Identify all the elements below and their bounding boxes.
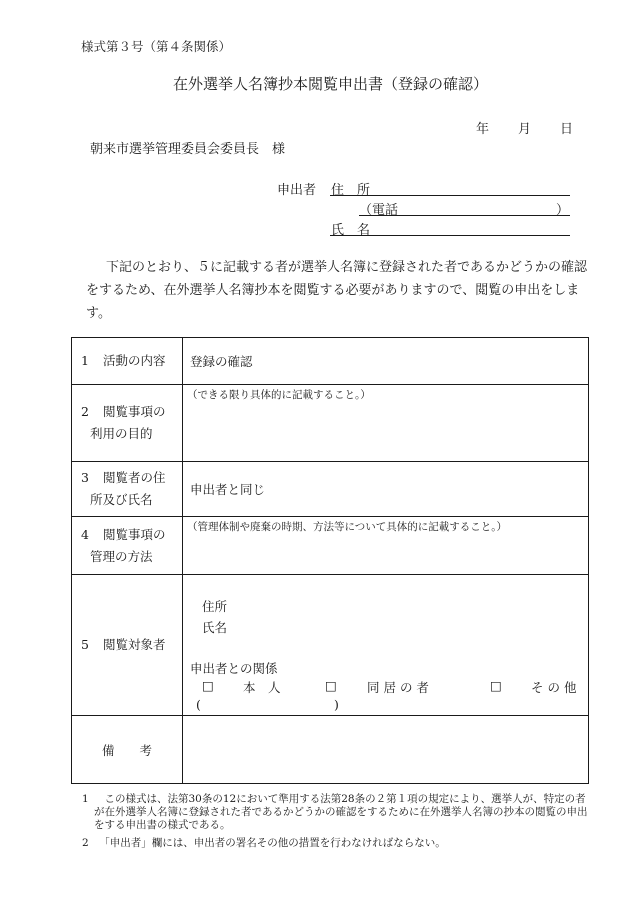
notes-section xyxy=(82,793,588,850)
row-viewer xyxy=(72,462,589,517)
name-underline xyxy=(330,235,570,236)
activity-label-cell xyxy=(72,338,183,385)
remarks-label-cell xyxy=(72,716,183,784)
management-label-line2: 管理の方法 xyxy=(90,548,153,564)
applicant-address-label: 住 所 xyxy=(331,183,371,198)
cohabitant-checkbox[interactable]: □ xyxy=(325,678,337,693)
management-hint: （管理体制や廃棄の時期、方法等について具体的に記載すること。） xyxy=(187,521,508,533)
purpose-hint: （できる限り具体的に記載すること。） xyxy=(187,389,371,401)
phone-close-label: ） xyxy=(556,203,570,218)
viewer-value: 申出者と同じ xyxy=(190,482,266,497)
viewer-value-cell xyxy=(183,462,589,517)
addressee: 朝来市選挙管理委員会委員長 様 xyxy=(90,142,286,157)
note-text: 「申出者」欄には、申出者の署名その他の措置を行わなければならない。 xyxy=(94,837,446,849)
management-value-cell[interactable] xyxy=(183,517,589,575)
note-item xyxy=(82,837,588,850)
other-paren-close: ) xyxy=(334,697,339,712)
date-day-label: 日 xyxy=(560,122,574,137)
phone-open-label: （電話 xyxy=(359,203,399,218)
phone-underline xyxy=(359,215,570,216)
row-activity xyxy=(72,338,589,385)
cohabitant-option-label: 同 居 の 者 xyxy=(367,680,429,695)
application-form-table xyxy=(71,337,589,784)
date-month-label: 月 xyxy=(518,122,532,137)
address-underline xyxy=(330,195,570,196)
document-title: 在外選挙人名簿抄本閲覧申出書（登録の確認） xyxy=(173,75,489,93)
note-item xyxy=(82,793,588,832)
viewer-label-line1: 閲覧者の住 xyxy=(102,470,166,485)
purpose-value-cell[interactable] xyxy=(183,385,589,462)
purpose-label-line1: 閲覧事項の xyxy=(102,404,166,419)
target-value-cell xyxy=(183,575,589,716)
row-purpose xyxy=(72,385,589,462)
row-number: 4 xyxy=(81,526,89,542)
self-checkbox[interactable]: □ xyxy=(202,678,214,693)
activity-value: 登録の確認 xyxy=(190,354,253,369)
date-year-label: 年 xyxy=(476,122,490,137)
row-target xyxy=(72,575,589,716)
remarks-value-cell[interactable] xyxy=(183,716,589,784)
target-label-cell xyxy=(72,575,183,716)
row-management xyxy=(72,517,589,575)
row-remarks xyxy=(72,716,589,784)
purpose-label-cell xyxy=(72,385,183,462)
row-number: 5 xyxy=(81,637,89,652)
intro-paragraph: 下記のとおり、５に記載する者が選挙人名簿に登録された者であるかどうかの確認をするため、在外選挙人名簿抄本を閲覧する必要がありますので、閲覧の申出をします。 xyxy=(86,260,588,321)
other-paren-open: ( xyxy=(196,697,201,712)
activity-value-cell xyxy=(183,338,589,385)
relation-label: 申出者との関係 xyxy=(190,661,278,676)
note-number: 1 xyxy=(82,793,89,805)
row-number: 2 xyxy=(81,404,89,419)
management-label-cell xyxy=(72,517,183,575)
other-option-label: そ の 他 xyxy=(531,680,577,695)
form-number: 様式第３号（第４条関係） xyxy=(81,39,232,54)
note-text: この様式は、法第30条の12において準用する法第28条の２第１項の規定により、選挙人が、特定の者が在外選挙人名簿に登録された者であるかどうかの確認をするために在外選挙人名簿の抄本の閲覧の申出をする申出書の様式である。 xyxy=(94,793,588,831)
purpose-label-line2: 利用の目的 xyxy=(90,426,153,441)
viewer-label-cell xyxy=(72,462,183,517)
applicant-name-label: 氏 名 xyxy=(331,223,371,238)
row-number: 3 xyxy=(81,470,89,485)
applicant-label: 申出者 xyxy=(277,183,317,198)
target-name-label: 氏名 xyxy=(202,620,228,635)
activity-label: 活動の内容 xyxy=(102,353,166,368)
target-label: 閲覧対象者 xyxy=(102,637,166,652)
row-number: 1 xyxy=(81,353,89,368)
management-label-line1: 閲覧事項の xyxy=(102,526,166,542)
other-checkbox[interactable]: □ xyxy=(490,678,502,693)
remarks-label: 備 考 xyxy=(101,742,152,758)
viewer-label-line2: 所及び氏名 xyxy=(90,492,153,507)
self-option-label: 本 人 xyxy=(243,680,281,695)
target-address-label: 住所 xyxy=(202,599,228,614)
note-number: 2 xyxy=(82,837,89,849)
